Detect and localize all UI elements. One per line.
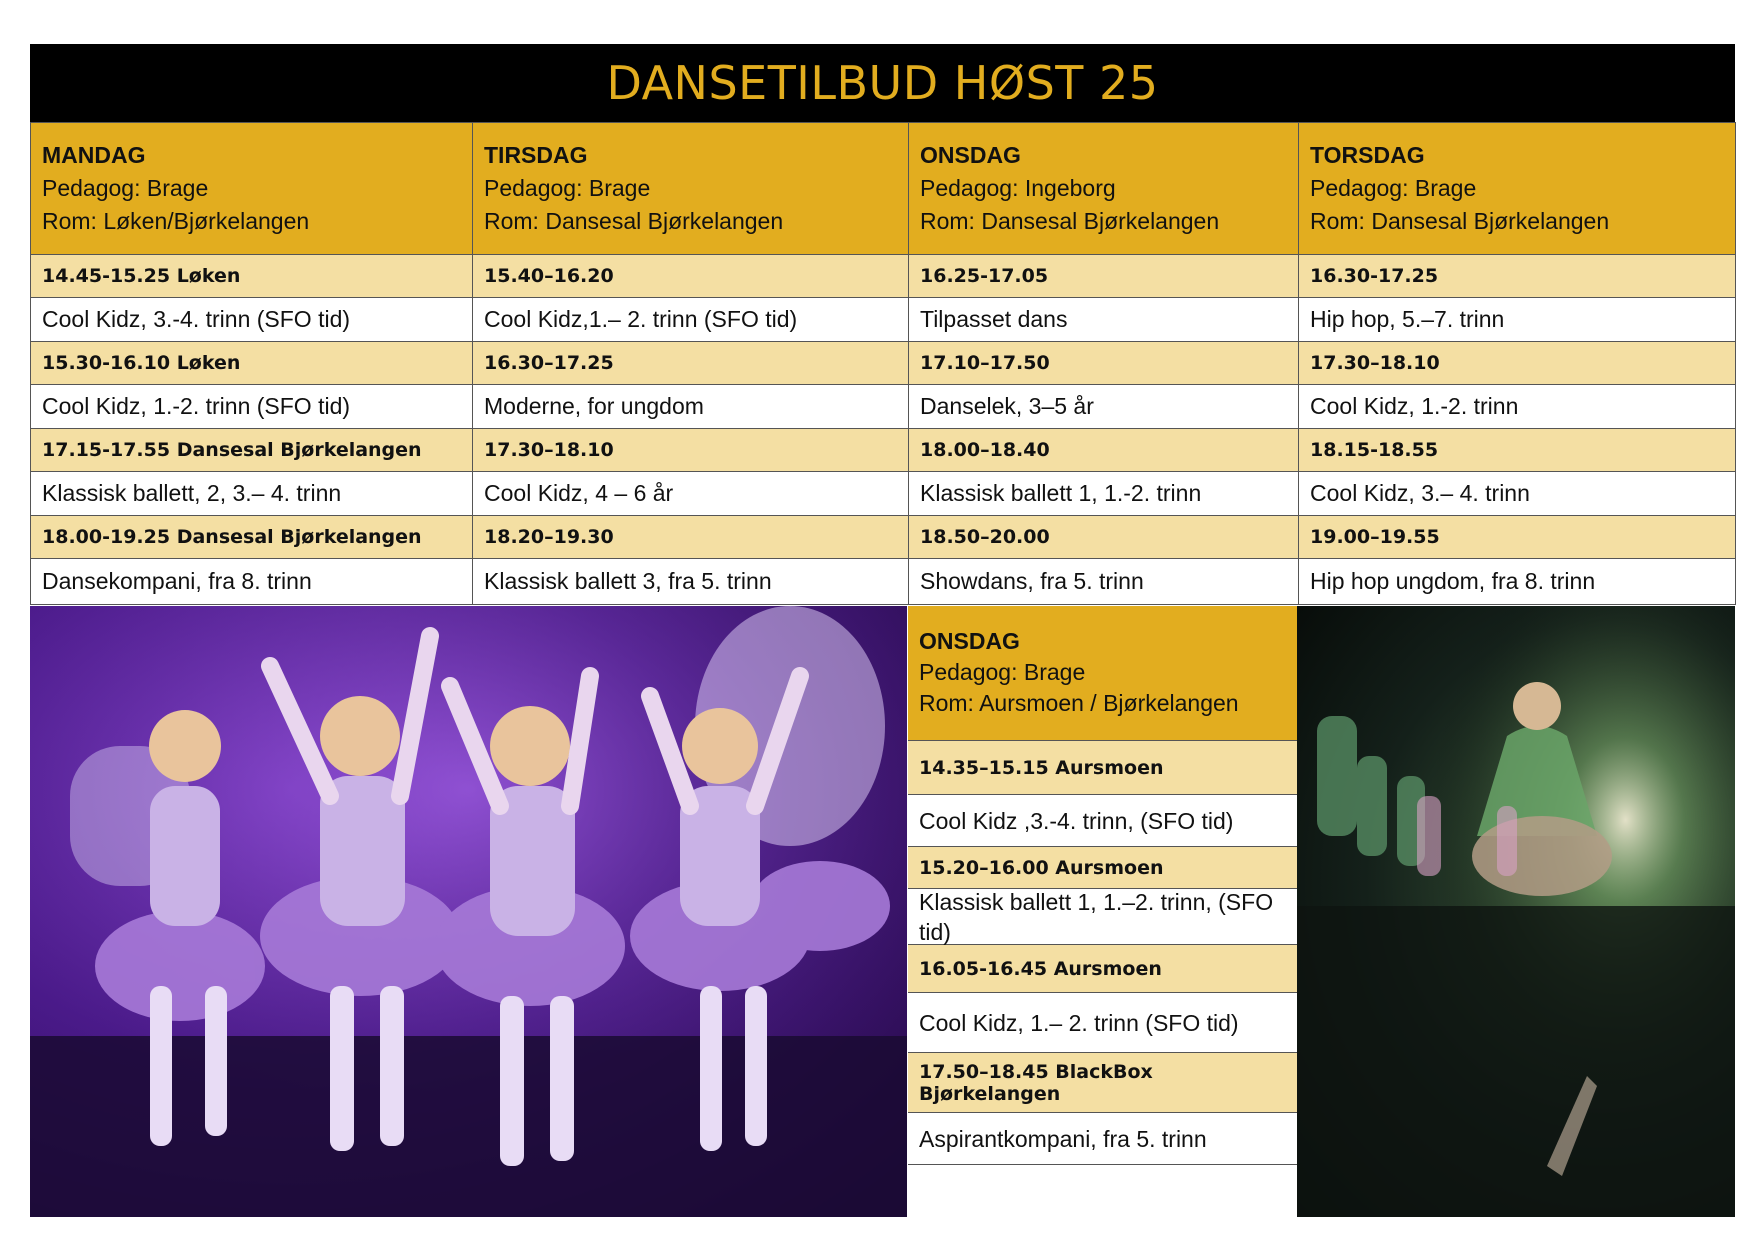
extra-schedule (908, 606, 1297, 1165)
class-cell: Danselek, 3–5 år (909, 385, 1299, 429)
header-thursday (1299, 123, 1736, 255)
time-cell: 18.00-19.25 Dansesal Bjørkelangen (31, 516, 473, 559)
teacher-label: Pedagog: Brage (1310, 175, 1477, 201)
time-cell: 17.15-17.55 Dansesal Bjørkelangen (31, 429, 473, 472)
time-cell: 16.25-17.05 (909, 255, 1299, 298)
dancers-photo-left (30, 606, 907, 1217)
time-cell: 17.10–17.50 (909, 342, 1299, 385)
time-cell: 15.30-16.10 Løken (31, 342, 473, 385)
class-cell: Cool Kidz, 1.-2. trinn (SFO tid) (31, 385, 473, 429)
header-row (31, 123, 1736, 255)
header-wednesday (909, 123, 1299, 255)
photo-illustration (1297, 606, 1735, 1217)
day-label: ONSDAG (919, 628, 1020, 654)
room-label: Rom: Aursmoen / Bjørkelangen (919, 690, 1239, 716)
time-cell: 19.00–19.55 (1299, 516, 1736, 559)
class-row (31, 559, 1736, 605)
time-cell: 16.30-17.25 (1299, 255, 1736, 298)
class-cell: Dansekompani, fra 8. trinn (31, 559, 473, 605)
class-row (31, 298, 1736, 342)
time-cell: 15.40–16.20 (473, 255, 909, 298)
class-cell: Klassisk ballett 1, 1.–2. trinn, (SFO tid) (908, 889, 1297, 945)
class-cell: Aspirantkompani, fra 5. trinn (908, 1113, 1297, 1165)
time-cell: 17.30–18.10 (1299, 342, 1736, 385)
time-cell: 16.05-16.45 Aursmoen (908, 945, 1297, 993)
class-cell: Cool Kidz, 3.-4. trinn (SFO tid) (31, 298, 473, 342)
time-row (31, 516, 1736, 559)
class-cell: Cool Kidz, 1.-2. trinn (1299, 385, 1736, 429)
class-cell: Cool Kidz, 4 – 6 år (473, 472, 909, 516)
class-row (31, 472, 1736, 516)
room-label: Rom: Dansesal Bjørkelangen (920, 208, 1220, 234)
time-row (31, 342, 1736, 385)
page-title: DANSETILBUD HØST 25 (30, 44, 1735, 122)
time-cell: 18.50–20.00 (909, 516, 1299, 559)
teacher-label: Pedagog: Ingeborg (920, 175, 1116, 201)
time-cell: 18.15-18.55 (1299, 429, 1736, 472)
time-cell: 17.50–18.45 BlackBox Bjørkelangen (908, 1053, 1297, 1113)
time-row (31, 255, 1736, 298)
teacher-label: Pedagog: Brage (42, 175, 209, 201)
class-row (31, 385, 1736, 429)
extra-header (908, 606, 1297, 741)
teacher-label: Pedagog: Brage (919, 659, 1086, 685)
time-cell: 14.35–15.15 Aursmoen (908, 741, 1297, 795)
room-label: Rom: Løken/Bjørkelangen (42, 208, 310, 234)
class-cell: Hip hop, 5.–7. trinn (1299, 298, 1736, 342)
room-label: Rom: Dansesal Bjørkelangen (484, 208, 784, 234)
time-cell: 14.45-15.25 Løken (31, 255, 473, 298)
time-cell: 18.20–19.30 (473, 516, 909, 559)
day-label: TIRSDAG (484, 142, 588, 168)
day-label: ONSDAG (920, 142, 1021, 168)
time-cell: 18.00–18.40 (909, 429, 1299, 472)
class-cell: Klassisk ballett 1, 1.-2. trinn (909, 472, 1299, 516)
class-cell: Klassisk ballett 3, fra 5. trinn (473, 559, 909, 605)
time-cell: 16.30–17.25 (473, 342, 909, 385)
class-cell: Cool Kidz, 1.– 2. trinn (SFO tid) (908, 993, 1297, 1053)
header-monday (31, 123, 473, 255)
class-cell: Moderne, for ungdom (473, 385, 909, 429)
class-cell: Cool Kidz ,3.-4. trinn, (SFO tid) (908, 795, 1297, 847)
time-cell: 15.20–16.00 Aursmoen (908, 847, 1297, 889)
time-row (31, 429, 1736, 472)
class-cell: Showdans, fra 5. trinn (909, 559, 1299, 605)
day-label: TORSDAG (1310, 142, 1425, 168)
class-cell: Cool Kidz, 3.– 4. trinn (1299, 472, 1736, 516)
time-cell: 17.30–18.10 (473, 429, 909, 472)
header-tuesday (473, 123, 909, 255)
teacher-label: Pedagog: Brage (484, 175, 651, 201)
dancers-photo-right (1297, 606, 1735, 1217)
day-label: MANDAG (42, 142, 146, 168)
class-cell: Tilpasset dans (909, 298, 1299, 342)
photo-illustration (30, 606, 907, 1217)
class-cell: Cool Kidz,1.– 2. trinn (SFO tid) (473, 298, 909, 342)
schedule-table (30, 122, 1736, 605)
class-cell: Klassisk ballett, 2, 3.– 4. trinn (31, 472, 473, 516)
class-cell: Hip hop ungdom, fra 8. trinn (1299, 559, 1736, 605)
room-label: Rom: Dansesal Bjørkelangen (1310, 208, 1610, 234)
